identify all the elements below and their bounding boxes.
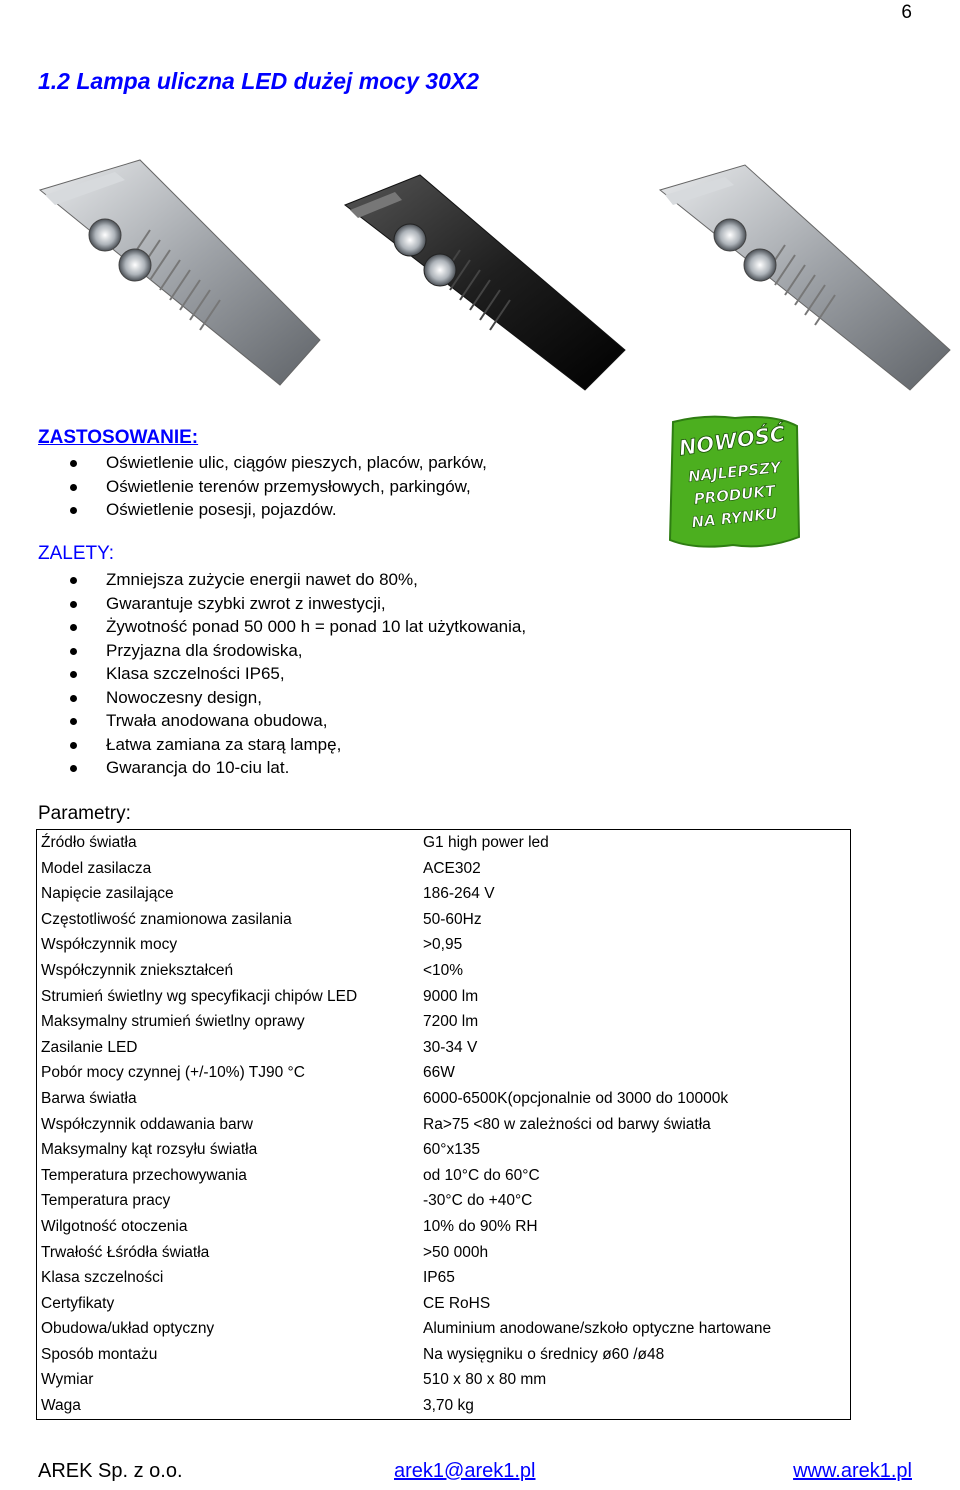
page-number: 6 bbox=[901, 2, 912, 23]
table-row bbox=[37, 830, 851, 856]
param-value: IP65 bbox=[423, 1269, 455, 1287]
list-item: Oświetlenie ulic, ciągów pieszych, placów, parków, bbox=[58, 451, 487, 475]
table-row bbox=[37, 856, 851, 882]
param-label: Współczynnik mocy bbox=[41, 936, 178, 954]
list-item: Gwarantuje szybki zwrot z inwestycji, bbox=[58, 592, 526, 616]
lamp-silver-right bbox=[660, 165, 950, 390]
param-value: 3,70 kg bbox=[423, 1397, 474, 1415]
list-item: Klasa szczelności IP65, bbox=[58, 662, 526, 686]
param-value: 30-34 V bbox=[423, 1038, 478, 1056]
page-title: 1.2 Lampa uliczna LED dużej mocy 30X2 bbox=[38, 68, 479, 94]
zalety-list bbox=[58, 568, 526, 780]
param-value: 10% do 90% RH bbox=[423, 1217, 538, 1235]
table-row bbox=[37, 881, 851, 907]
param-label: Sposób montażu bbox=[41, 1345, 158, 1363]
table-row bbox=[37, 1393, 851, 1419]
list-item: Żywotność ponad 50 000 h = ponad 10 lat użytkowania, bbox=[58, 615, 526, 639]
param-label: Zasilanie LED bbox=[41, 1038, 138, 1056]
table-row bbox=[37, 932, 851, 958]
lamp-silver-left bbox=[40, 160, 320, 385]
param-value: <10% bbox=[423, 961, 464, 979]
param-label: Maksymalny kąt rozsyłu światła bbox=[41, 1141, 258, 1159]
param-value: -30°C do +40°C bbox=[423, 1192, 533, 1210]
param-label: Trwałość Łśródła światła bbox=[41, 1243, 210, 1261]
param-value: Na wysięgniku o średnicy ø60 /ø48 bbox=[423, 1345, 665, 1363]
list-item: Oświetlenie posesji, pojazdów. bbox=[58, 498, 487, 522]
param-value: 60°x135 bbox=[423, 1141, 481, 1159]
param-value: 9000 lm bbox=[423, 987, 479, 1005]
param-label: Źródło światła bbox=[41, 834, 137, 851]
param-label: Maksymalny strumień świetlny oprawy bbox=[41, 1013, 305, 1031]
param-label: Częstotliwość znamionowa zasilania bbox=[41, 910, 292, 928]
param-label: Wilgotność otoczenia bbox=[41, 1217, 188, 1235]
zalety-heading: ZALETY: bbox=[38, 543, 115, 564]
param-label: Napięcie zasilające bbox=[41, 885, 174, 903]
table-row bbox=[37, 958, 851, 984]
param-label: Współczynnik zniekształceń bbox=[41, 961, 234, 979]
list-item: Nowoczesny design, bbox=[58, 686, 526, 710]
param-label: Pobór mocy czynnej (+/-10%) TJ90 °C bbox=[41, 1064, 305, 1082]
param-value: 66W bbox=[423, 1064, 455, 1082]
list-item: Łatwa zamiana za starą lampę, bbox=[58, 733, 526, 757]
table-row bbox=[37, 984, 851, 1010]
param-value: 186-264 V bbox=[423, 885, 495, 903]
badge-line-2: NAJLEPSZY bbox=[687, 458, 782, 486]
list-item: Trwała anodowana obudowa, bbox=[58, 709, 526, 733]
table-row bbox=[37, 1188, 851, 1214]
param-label: Wymiar bbox=[41, 1371, 94, 1389]
list-item: Przyjazna dla środowiska, bbox=[58, 639, 526, 663]
badge-line-4: NA RYNKU bbox=[690, 504, 779, 532]
param-label: Temperatura przechowywania bbox=[41, 1166, 247, 1184]
parameters-table bbox=[36, 829, 851, 1420]
lamp-black-center bbox=[345, 175, 625, 390]
zastosowanie-list bbox=[58, 451, 487, 522]
list-item: Oświetlenie terenów przemysłowych, parkingów, bbox=[58, 475, 487, 499]
list-item: Gwarancja do 10-ciu lat. bbox=[58, 756, 526, 780]
param-value: CE RoHS bbox=[423, 1294, 491, 1312]
param-label: Strumień świetlny wg specyfikacji chipów LED bbox=[41, 987, 358, 1005]
param-value: G1 high power led bbox=[423, 834, 549, 851]
param-value: Aluminium anodowane/szkoło optyczne hartowane bbox=[423, 1320, 772, 1338]
zastosowanie-heading: ZASTOSOWANIE: bbox=[38, 427, 199, 448]
table-row bbox=[37, 1035, 851, 1061]
table-row bbox=[37, 1240, 851, 1266]
table-row bbox=[37, 1163, 851, 1189]
product-photos bbox=[30, 150, 960, 410]
param-value: 7200 lm bbox=[423, 1013, 479, 1031]
new-product-badge bbox=[665, 412, 802, 552]
table-row bbox=[37, 1009, 851, 1035]
param-label: Barwa światła bbox=[41, 1089, 137, 1107]
table-row bbox=[37, 1060, 851, 1086]
param-value: >0,95 bbox=[423, 936, 463, 954]
table-row bbox=[37, 1214, 851, 1240]
table-row bbox=[37, 1342, 851, 1368]
footer-company: AREK Sp. z o.o. bbox=[38, 1460, 183, 1482]
param-label: Klasa szczelności bbox=[41, 1269, 164, 1287]
table-row bbox=[37, 1112, 851, 1138]
table-row bbox=[37, 1367, 851, 1393]
footer bbox=[38, 1460, 912, 1490]
table-row bbox=[37, 1316, 851, 1342]
param-label: Certyfikaty bbox=[41, 1294, 115, 1312]
table-row bbox=[37, 1086, 851, 1112]
table-row bbox=[37, 907, 851, 933]
param-value: 510 x 80 x 80 mm bbox=[423, 1371, 547, 1389]
param-value: ACE302 bbox=[423, 859, 481, 877]
badge-line-3: PRODUKT bbox=[692, 481, 777, 509]
param-value: 6000-6500K(opcjonalnie od 3000 do 10000k bbox=[423, 1089, 729, 1107]
badge-line-1: NOWOŚĆ bbox=[677, 421, 787, 461]
param-value: Ra>75 <80 w zależności od barwy światła bbox=[423, 1115, 711, 1133]
parametry-heading: Parametry: bbox=[38, 803, 131, 824]
param-label: Waga bbox=[41, 1397, 81, 1415]
footer-email-link[interactable]: arek1@arek1.pl bbox=[394, 1460, 536, 1482]
param-value: 50-60Hz bbox=[423, 910, 482, 928]
table-row bbox=[37, 1291, 851, 1317]
param-label: Temperatura pracy bbox=[41, 1192, 171, 1210]
table-row bbox=[37, 1265, 851, 1291]
footer-website-link[interactable]: www.arek1.pl bbox=[793, 1460, 912, 1482]
param-value: od 10°C do 60°C bbox=[423, 1166, 540, 1184]
table-row bbox=[37, 1137, 851, 1163]
list-item: Zmniejsza zużycie energii nawet do 80%, bbox=[58, 568, 526, 592]
param-label: Obudowa/układ optyczny bbox=[41, 1320, 215, 1338]
param-label: Model zasilacza bbox=[41, 859, 152, 877]
param-value: >50 000h bbox=[423, 1243, 489, 1261]
param-label: Współczynnik oddawania barw bbox=[41, 1115, 253, 1133]
